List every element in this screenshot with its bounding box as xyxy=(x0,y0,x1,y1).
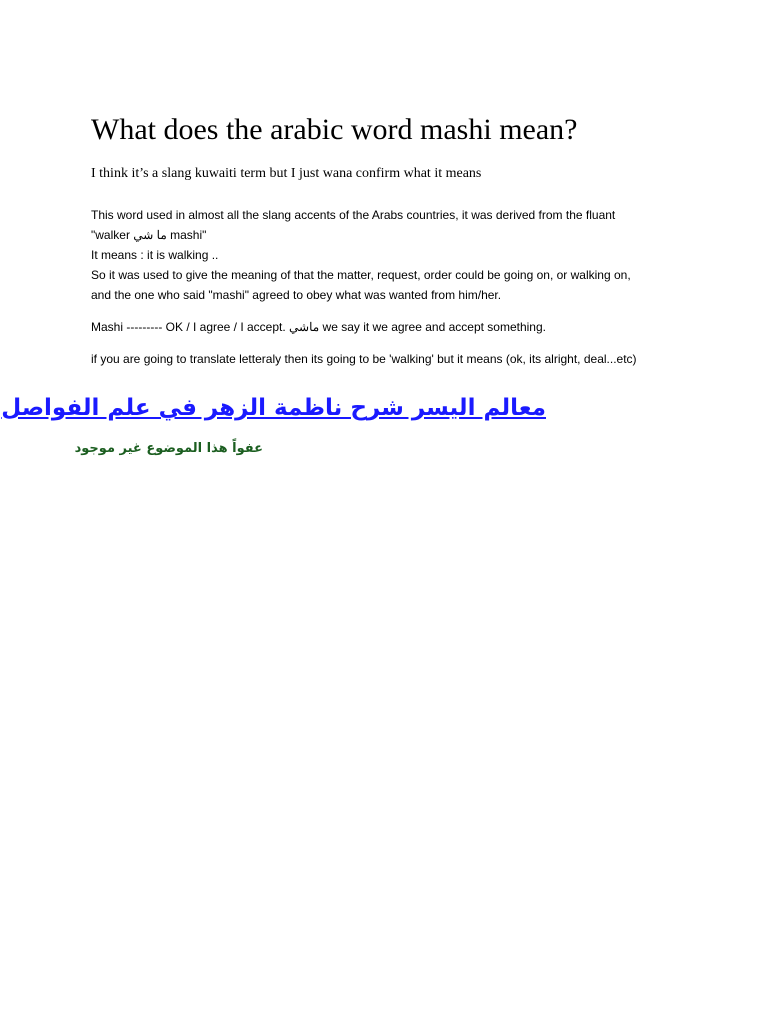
arabic-not-found-note: عفواً هذا الموضوع غير موجود xyxy=(74,441,263,456)
answer-line: "walker ما شي mashi" xyxy=(91,228,207,242)
translation-note: if you are going to translate letteraly then its going to be 'walking' but it means (ok, its alright, deal...etc) xyxy=(91,352,637,366)
answer-line: So it was used to give the meaning of that the matter, request, order could be going on, or walking on, xyxy=(91,268,631,282)
question-detail: I think it’s a slang kuwaiti term but I just wana confirm what it means xyxy=(91,166,482,181)
answer-line: It means : it is walking .. xyxy=(91,248,219,262)
document-page xyxy=(1,112,691,459)
mashi-definition: Mashi --------- OK / I agree / I accept. ماشي we say it we agree and accept something. xyxy=(91,320,546,334)
answer-line: This word used in almost all the slang accents of the Arabs countries, it was derived from the fluant xyxy=(91,208,616,222)
answer-line: and the one who said "mashi" agreed to obey what was wanted from him/her. xyxy=(91,288,502,302)
page-title: What does the arabic word mashi mean? xyxy=(91,113,578,146)
answer-block xyxy=(91,205,691,305)
arabic-title-link[interactable]: معالم اليسر شرح ناظمة الزهر في علم الفواصل xyxy=(1,395,546,421)
